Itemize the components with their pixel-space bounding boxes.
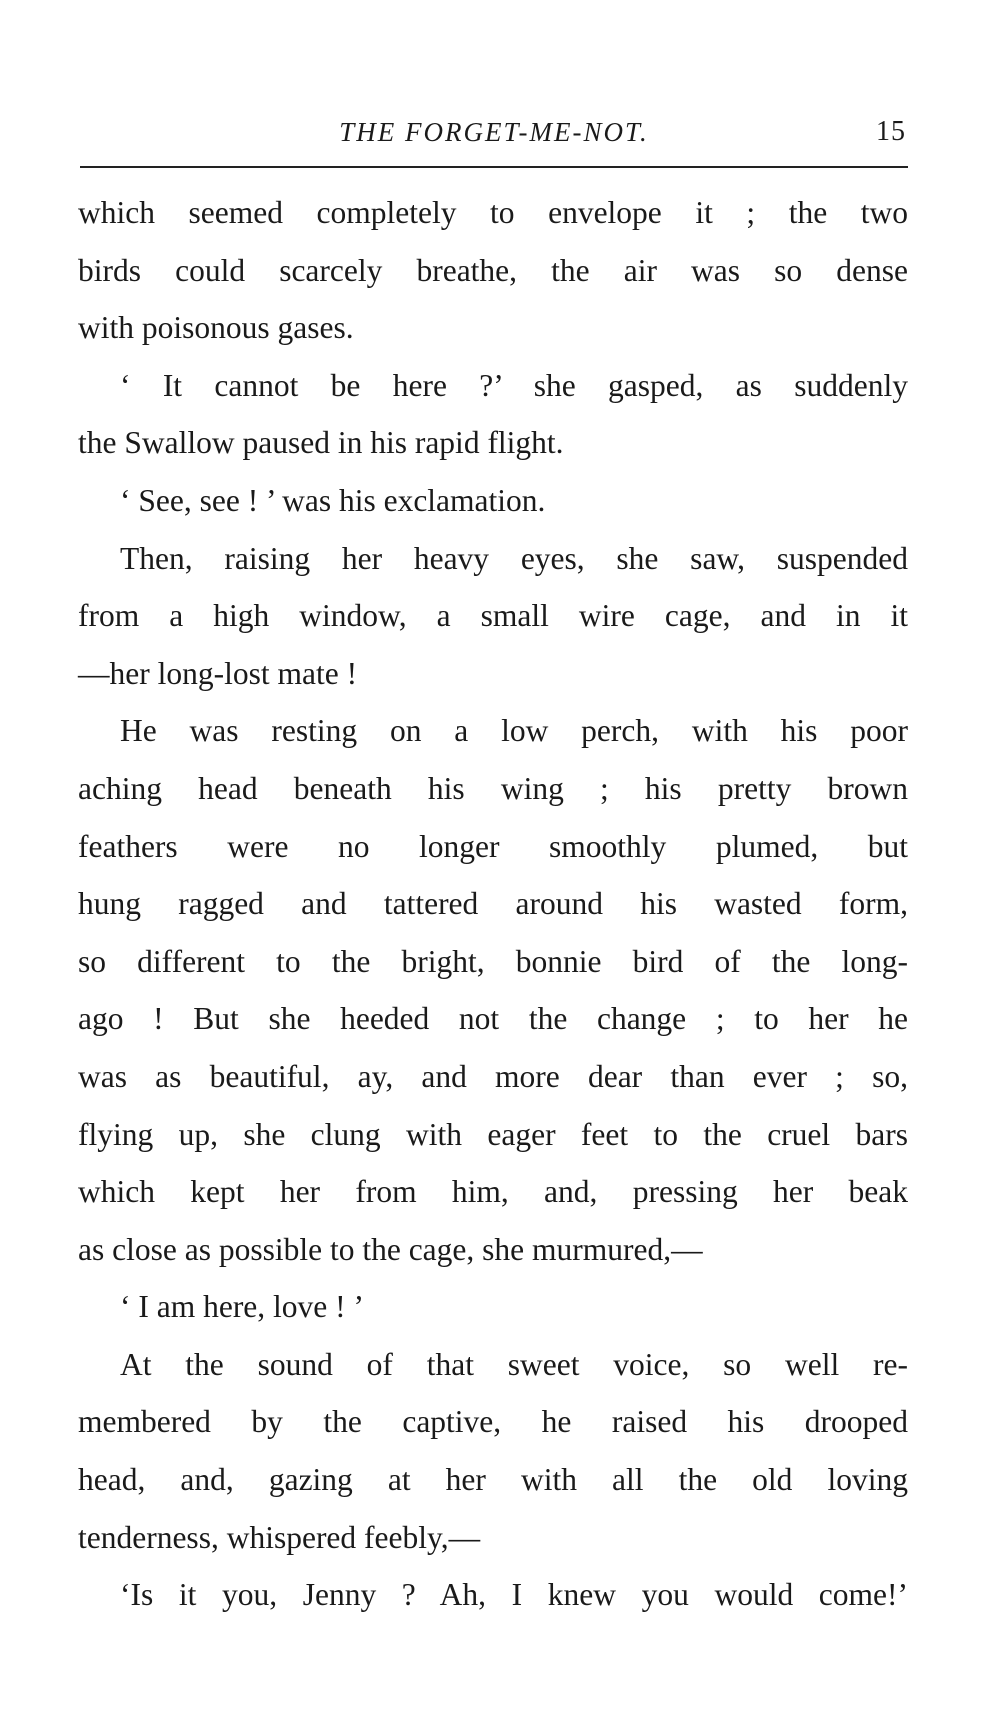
text-line: head, and, gazing at her with all the old loving — [78, 1462, 908, 1498]
text-line: tenderness, whispered feebly,— — [78, 1519, 481, 1555]
text-line: with poisonous gases. — [78, 310, 354, 346]
text-line: feathers were no longer smoothly plumed, but — [78, 828, 908, 864]
text-line: flying up, she clung with eager feet to the cruel bars — [78, 1116, 908, 1152]
text-line: At the sound of that sweet voice, so well re- — [120, 1346, 908, 1382]
text-line: ‘Is it you, Jenny ? Ah, I knew you would come!’ — [120, 1577, 908, 1613]
text-line: which seemed completely to envelope it ; the two — [78, 195, 908, 230]
text-line: Then, raising her heavy eyes, she saw, suspended — [120, 540, 908, 576]
text-line: so different to the bright, bonnie bird of the long- — [78, 943, 908, 979]
text-line: —her long-lost mate ! — [78, 655, 358, 691]
text-line: hung ragged and tattered around his wasted form, — [78, 886, 908, 922]
text-line: ‘ See, see ! ’ was his exclamation. — [120, 482, 546, 518]
text-line: ago ! But she heeded not the change ; to her he — [78, 1001, 908, 1037]
text-line: which kept her from him, and, pressing her beak — [78, 1174, 908, 1210]
text-line: ‘ It cannot be here ?’ she gasped, as suddenly — [120, 367, 908, 403]
text-line: from a high window, a small wire cage, and in it — [78, 598, 908, 634]
text-line: He was resting on a low perch, with his poor — [120, 713, 908, 749]
text-line: as close as possible to the cage, she murmured,— — [78, 1231, 703, 1267]
body-text — [78, 184, 908, 1624]
running-title: THE FORGET-ME-NOT. — [339, 117, 649, 147]
text-line: was as beautiful, ay, and more dear than ever ; so, — [78, 1058, 908, 1094]
page-number: 15 — [876, 116, 906, 147]
text-line: ‘ I am here, love ! ’ — [120, 1289, 365, 1325]
text-line: birds could scarcely breathe, the air was so dense — [78, 252, 908, 288]
running-head — [78, 112, 910, 152]
text-line: the Swallow paused in his rapid flight. — [78, 425, 564, 461]
header-rule — [80, 166, 908, 168]
text-line: membered by the captive, he raised his drooped — [78, 1404, 908, 1440]
text-line: aching head beneath his wing ; his pretty brown — [78, 770, 908, 806]
